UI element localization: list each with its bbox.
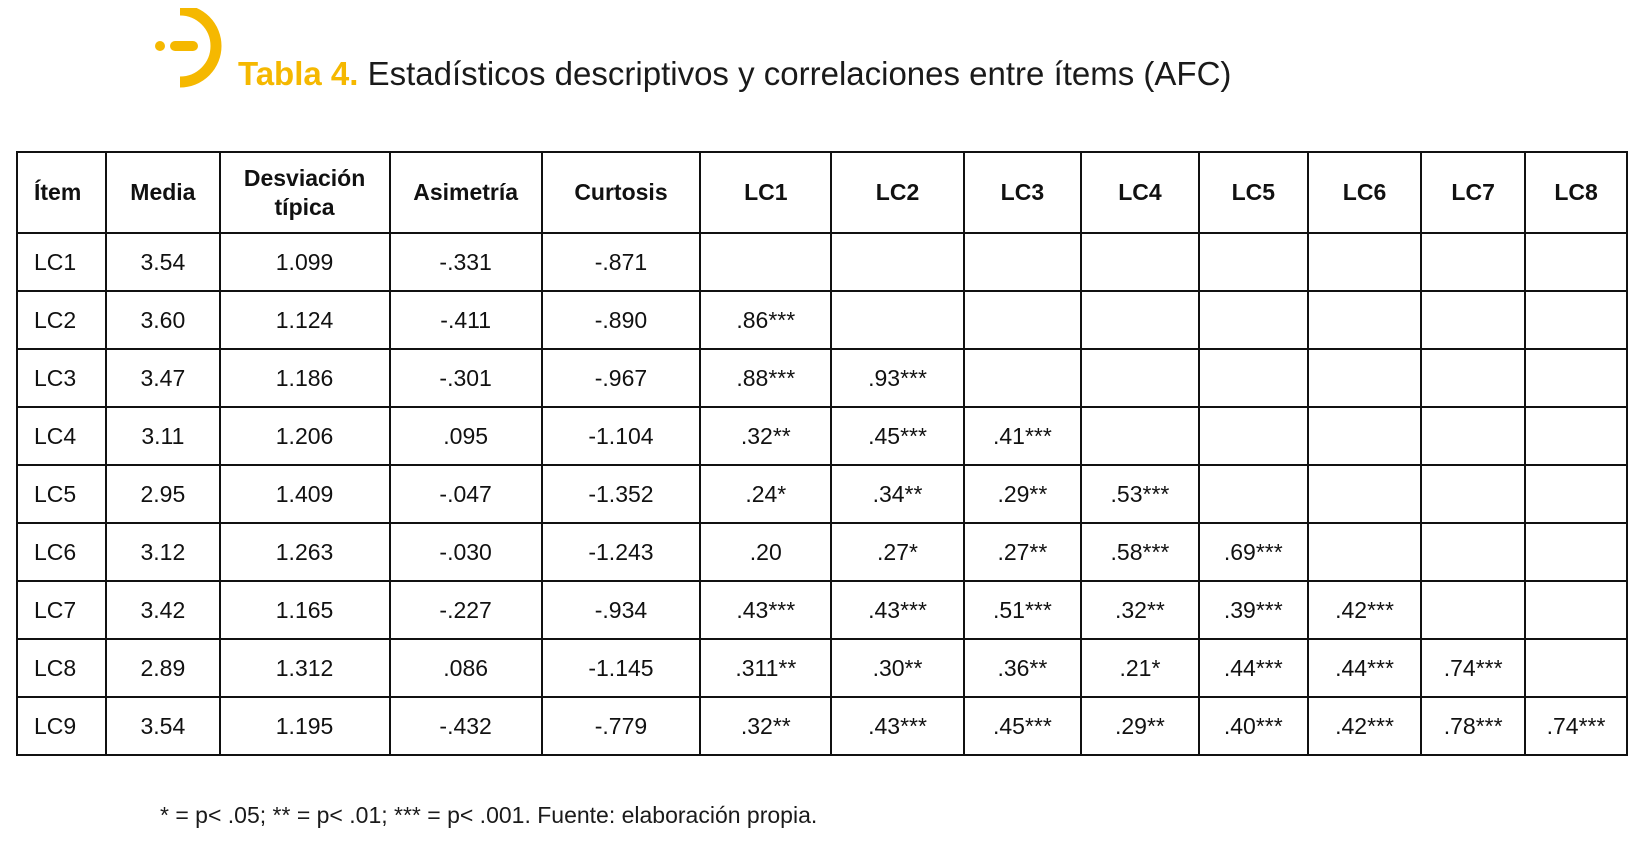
- table-cell: -.301: [390, 349, 542, 407]
- table-cell: .36**: [964, 639, 1082, 697]
- table-cell: [1081, 349, 1199, 407]
- table-cell: [964, 291, 1082, 349]
- column-header-desviacion: Desviación típica: [220, 152, 390, 233]
- table-cell: -.411: [390, 291, 542, 349]
- table-cell: .34**: [831, 465, 963, 523]
- row-label-cell: LC5: [17, 465, 106, 523]
- table-cell: .53***: [1081, 465, 1199, 523]
- table-cell: -.934: [542, 581, 700, 639]
- table-cell: [1525, 407, 1627, 465]
- table-caption: [238, 52, 1231, 96]
- table-cell: 1.206: [220, 407, 390, 465]
- table-footnote: * = p< .05; ** = p< .01; *** = p< .001. Fuente: elaboración propia.: [160, 802, 818, 828]
- table-row: [17, 523, 1627, 581]
- table-body: [17, 233, 1627, 755]
- table-cell: .43***: [831, 581, 963, 639]
- table-row: [17, 697, 1627, 755]
- table-cell: .74***: [1525, 697, 1627, 755]
- table-cell: [1308, 349, 1421, 407]
- table-cell: .40***: [1199, 697, 1308, 755]
- table-cell: -1.104: [542, 407, 700, 465]
- table-cell: -.967: [542, 349, 700, 407]
- table-cell: [1421, 581, 1525, 639]
- table-cell: 1.186: [220, 349, 390, 407]
- table-cell: [1308, 407, 1421, 465]
- table-cell: 2.95: [106, 465, 219, 523]
- table-cell: 3.54: [106, 697, 219, 755]
- table-cell: [964, 349, 1082, 407]
- row-label-cell: LC9: [17, 697, 106, 755]
- row-label-cell: LC2: [17, 291, 106, 349]
- table-cell: .43***: [831, 697, 963, 755]
- table-cell: [1308, 523, 1421, 581]
- table-cell: -.047: [390, 465, 542, 523]
- table-cell: 3.54: [106, 233, 219, 291]
- table-cell: 3.42: [106, 581, 219, 639]
- table-cell: [1525, 523, 1627, 581]
- table-cell: [964, 233, 1082, 291]
- table-cell: .32**: [700, 407, 831, 465]
- table-cell: -.871: [542, 233, 700, 291]
- table-header-row: [17, 152, 1627, 233]
- table-cell: .43***: [700, 581, 831, 639]
- table-cell: .45***: [831, 407, 963, 465]
- column-header-media: Media: [106, 152, 219, 233]
- table-cell: [1525, 639, 1627, 697]
- table-cell: 1.195: [220, 697, 390, 755]
- table-cell: -.890: [542, 291, 700, 349]
- table-cell: [831, 233, 963, 291]
- table-cell: .30**: [831, 639, 963, 697]
- table-cell: -.227: [390, 581, 542, 639]
- column-header-lc7: LC7: [1421, 152, 1525, 233]
- column-header-lc8: LC8: [1525, 152, 1627, 233]
- table-cell: -1.243: [542, 523, 700, 581]
- table-row: [17, 233, 1627, 291]
- table-cell: .42***: [1308, 581, 1421, 639]
- table-row: [17, 581, 1627, 639]
- table-cell: 1.099: [220, 233, 390, 291]
- table-cell: [1199, 233, 1308, 291]
- table-cell: [1199, 349, 1308, 407]
- table-cell: 1.312: [220, 639, 390, 697]
- table-cell: 3.47: [106, 349, 219, 407]
- table-cell: -.779: [542, 697, 700, 755]
- table-cell: .58***: [1081, 523, 1199, 581]
- table-cell: [700, 233, 831, 291]
- table-cell: .86***: [700, 291, 831, 349]
- table-cell: [1421, 349, 1525, 407]
- table-cell: .32**: [1081, 581, 1199, 639]
- table-cell: 1.124: [220, 291, 390, 349]
- table-cell: .24*: [700, 465, 831, 523]
- table-cell: [1199, 465, 1308, 523]
- table-cell: .086: [390, 639, 542, 697]
- table-cell: .88***: [700, 349, 831, 407]
- table-cell: 1.409: [220, 465, 390, 523]
- table-cell: 2.89: [106, 639, 219, 697]
- table-cell: .39***: [1199, 581, 1308, 639]
- column-header-lc1: LC1: [700, 152, 831, 233]
- table-cell: [1199, 407, 1308, 465]
- table-cell: .51***: [964, 581, 1082, 639]
- row-label-cell: LC6: [17, 523, 106, 581]
- table-cell: [1421, 407, 1525, 465]
- table-cell: [1525, 233, 1627, 291]
- publisher-logo-icon: [150, 8, 230, 88]
- table-row: [17, 349, 1627, 407]
- table-cell: -.331: [390, 233, 542, 291]
- column-header-curtosis: Curtosis: [542, 152, 700, 233]
- table-cell: [1421, 523, 1525, 581]
- table-cell: .29**: [1081, 697, 1199, 755]
- table-cell: [1525, 465, 1627, 523]
- statistics-table: [16, 151, 1628, 756]
- table-cell: .78***: [1421, 697, 1525, 755]
- table-cell: .21*: [1081, 639, 1199, 697]
- table-cell: .311**: [700, 639, 831, 697]
- column-header-asimetria: Asimetría: [390, 152, 542, 233]
- table-cell: [1421, 291, 1525, 349]
- table-cell: .32**: [700, 697, 831, 755]
- table-cell: [1308, 465, 1421, 523]
- table-cell: 1.165: [220, 581, 390, 639]
- table-cell: .44***: [1199, 639, 1308, 697]
- column-header-lc5: LC5: [1199, 152, 1308, 233]
- table-cell: [1525, 581, 1627, 639]
- column-header-lc2: LC2: [831, 152, 963, 233]
- table-cell: .74***: [1421, 639, 1525, 697]
- table-row: [17, 465, 1627, 523]
- table-cell: 3.11: [106, 407, 219, 465]
- table-cell: [1081, 233, 1199, 291]
- table-cell: [1308, 291, 1421, 349]
- row-label-cell: LC8: [17, 639, 106, 697]
- table-cell: -.432: [390, 697, 542, 755]
- table-row: [17, 639, 1627, 697]
- table-cell: -.030: [390, 523, 542, 581]
- table-cell: [1525, 349, 1627, 407]
- row-label-cell: LC4: [17, 407, 106, 465]
- table-cell: .93***: [831, 349, 963, 407]
- table-cell: .27**: [964, 523, 1082, 581]
- column-header-item: Ítem: [17, 152, 106, 233]
- column-header-lc4: LC4: [1081, 152, 1199, 233]
- row-label-cell: LC7: [17, 581, 106, 639]
- table-cell: .44***: [1308, 639, 1421, 697]
- table-cell: -1.352: [542, 465, 700, 523]
- row-label-cell: LC1: [17, 233, 106, 291]
- table-cell: [831, 291, 963, 349]
- table-cell: [1421, 465, 1525, 523]
- table-row: [17, 407, 1627, 465]
- table-cell: .41***: [964, 407, 1082, 465]
- table-cell: .27*: [831, 523, 963, 581]
- table-cell: [1081, 407, 1199, 465]
- row-label-cell: LC3: [17, 349, 106, 407]
- table-cell: [1421, 233, 1525, 291]
- table-cell: 3.60: [106, 291, 219, 349]
- table-caption-text: Estadísticos descriptivos y correlaciones entre ítems (AFC): [367, 55, 1232, 92]
- table-cell: 1.263: [220, 523, 390, 581]
- table-cell: .69***: [1199, 523, 1308, 581]
- table-caption-label: Tabla 4.: [238, 55, 359, 92]
- table-row: [17, 291, 1627, 349]
- table-cell: 3.12: [106, 523, 219, 581]
- column-header-lc6: LC6: [1308, 152, 1421, 233]
- table-cell: .095: [390, 407, 542, 465]
- table-cell: .20: [700, 523, 831, 581]
- table-cell: [1081, 291, 1199, 349]
- table-cell: [1199, 291, 1308, 349]
- table-cell: -1.145: [542, 639, 700, 697]
- table-cell: [1525, 291, 1627, 349]
- table-cell: .45***: [964, 697, 1082, 755]
- table-cell: .29**: [964, 465, 1082, 523]
- table-cell: .42***: [1308, 697, 1421, 755]
- table-cell: [1308, 233, 1421, 291]
- column-header-lc3: LC3: [964, 152, 1082, 233]
